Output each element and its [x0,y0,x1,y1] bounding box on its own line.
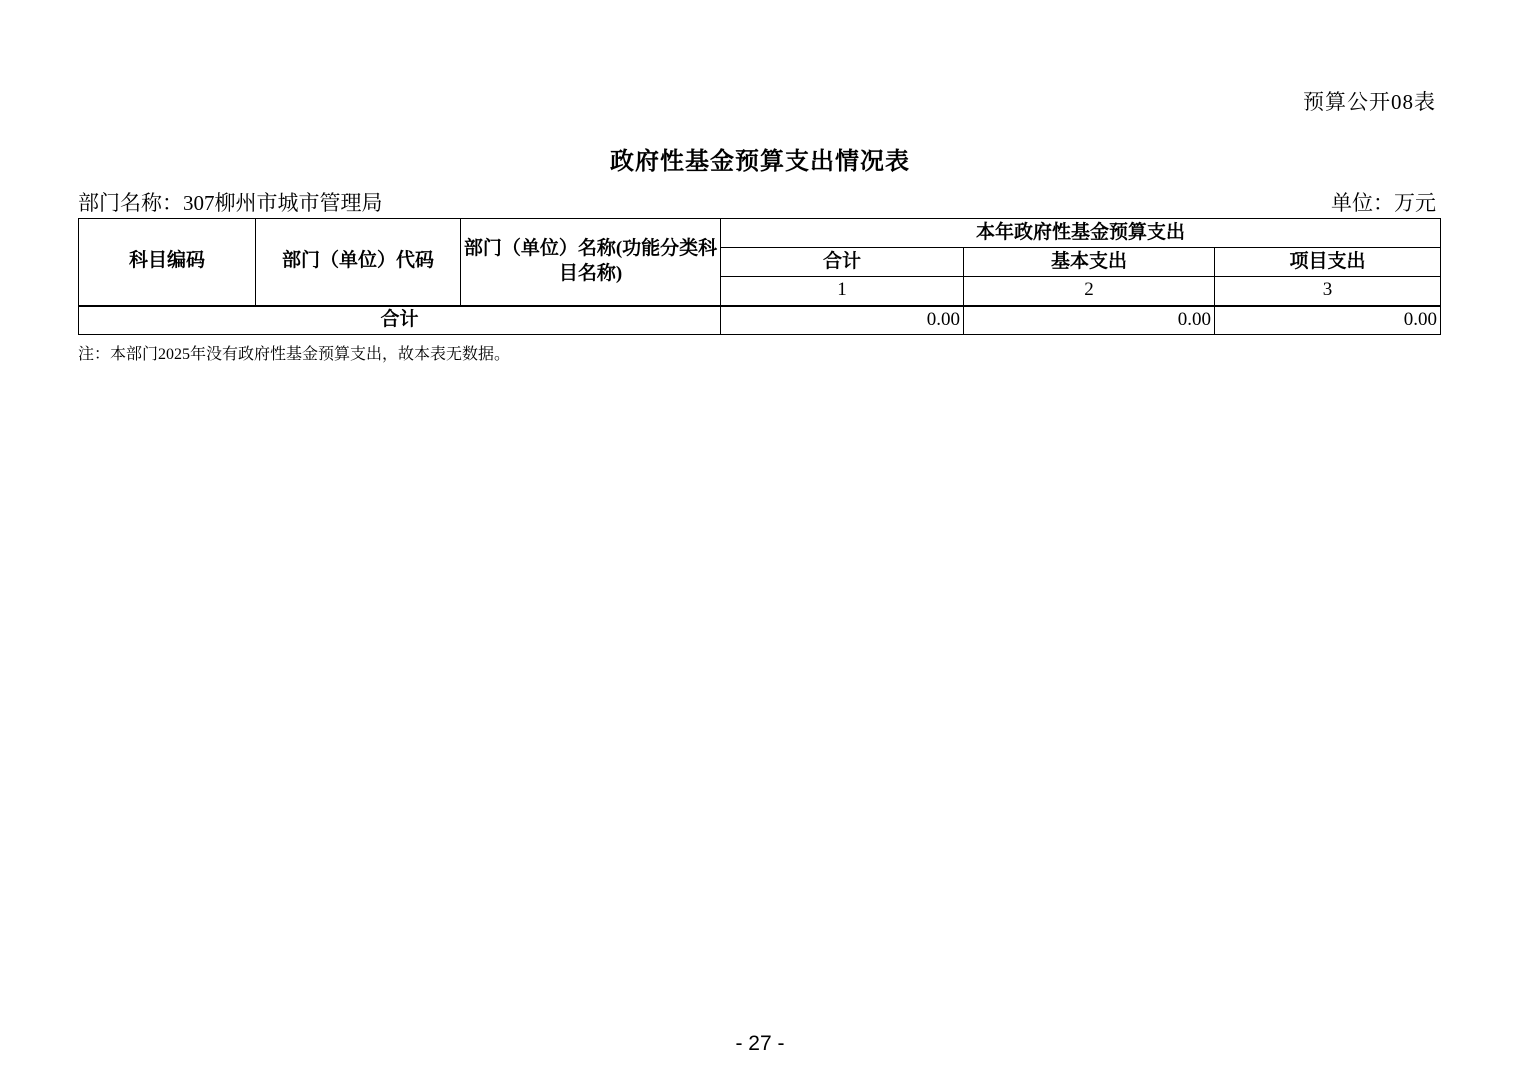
meta-row [78,187,1436,217]
header-colnum-2: 2 [964,277,1215,306]
header-sub-basic: 基本支出 [964,248,1215,277]
header-dept-name: 部门（单位）名称(功能分类科目名称) [461,219,721,306]
table-row [79,306,1441,335]
page-number: - 27 - [735,1032,785,1055]
budget-table [78,218,1441,335]
header-dept-code: 部门（单位）代码 [256,219,461,306]
header-sub-project: 项目支出 [1215,248,1441,277]
header-colnum-1: 1 [721,277,964,306]
header-group-current-year: 本年政府性基金预算支出 [721,219,1441,248]
footnote: 注：本部门2025年没有政府性基金预算支出，故本表无数据。 [78,346,511,363]
row-project-value: 0.00 [1215,306,1441,335]
header-sub-total: 合计 [721,248,964,277]
header-colnum-3: 3 [1215,277,1441,306]
page-title: 政府性基金预算支出情况表 [610,149,910,175]
department-name-label: 部门名称：307柳州市城市管理局 [78,191,383,215]
header-subject-code: 科目编码 [79,219,256,306]
row-total-value: 0.00 [721,306,964,335]
row-basic-value: 0.00 [964,306,1215,335]
corner-table-label: 预算公开08表 [1303,90,1436,114]
header-row-group [79,219,1441,248]
row-total-label: 合计 [79,306,721,335]
unit-label: 单位：万元 [1331,191,1436,215]
